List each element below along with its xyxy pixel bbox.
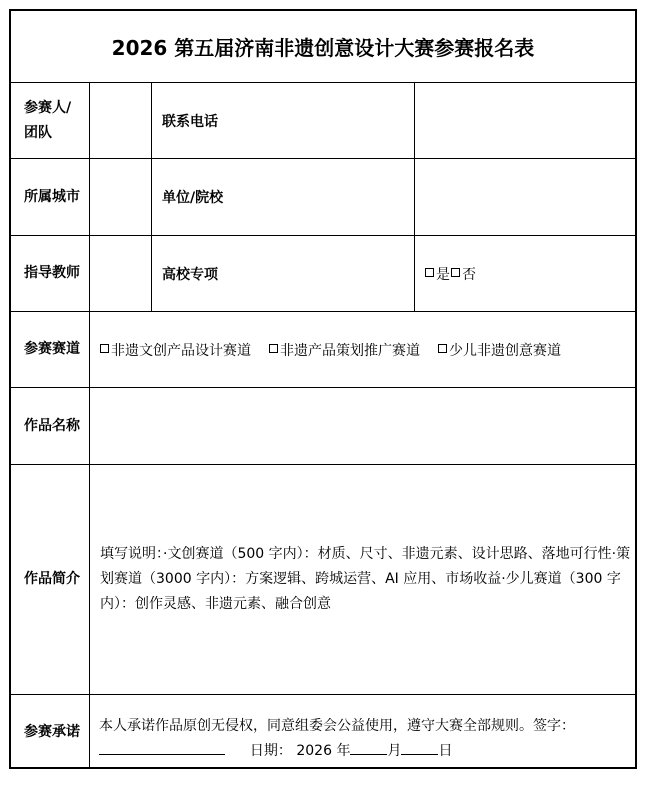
row-intro (11, 465, 635, 695)
row-city (11, 159, 635, 236)
pledge-label: 参赛承诺 (11, 695, 90, 769)
phone-label: 联系电话 (152, 83, 415, 158)
track-craft-label: 非遗文创产品设计赛道 (111, 342, 251, 359)
intro-label: 作品简介 (11, 465, 90, 694)
date-label: 日期： (249, 743, 292, 759)
college-special-options (415, 236, 639, 311)
city-label: 所属城市 (11, 159, 90, 235)
work-name-field[interactable] (90, 388, 639, 464)
school-label: 单位/院校 (152, 159, 415, 235)
college-special-label: 高校专项 (152, 236, 415, 311)
yes-option-label: 是 (436, 266, 450, 283)
city-field[interactable] (90, 159, 152, 235)
participant-field[interactable] (90, 83, 152, 158)
track-label: 参赛赛道 (11, 312, 90, 387)
row-work-name (11, 388, 635, 465)
track-promo-checkbox[interactable] (269, 344, 278, 353)
phone-field[interactable] (415, 83, 639, 158)
no-checkbox[interactable] (451, 268, 460, 277)
month-text: 月 (387, 743, 402, 759)
teacher-field[interactable] (90, 236, 152, 311)
work-name-label: 作品名称 (11, 388, 90, 464)
signature-field[interactable] (99, 740, 225, 755)
month-field[interactable] (350, 740, 387, 755)
intro-field[interactable] (90, 465, 639, 694)
pledge-text: 本人承诺作品原创无侵权，同意组委会公益使用，遵守大赛全部规则。签字： (99, 718, 575, 734)
form-title: 2026 第五届济南非遗创意设计大赛参赛报名表 (11, 11, 635, 83)
yes-checkbox[interactable] (425, 268, 434, 277)
teacher-label: 指导教师 (11, 236, 90, 311)
intro-instructions: 填写说明：·文创赛道（500 字内）：材质、尺寸、非遗元素、设计思路、落地可行性·策划赛道（3000 字内）：方案逻辑、跨城运营、AI 应用、市场收益·少儿赛道（300 字内）：创作灵感、非遗元素、融合创意 (100, 546, 631, 612)
school-field[interactable] (415, 159, 639, 235)
day-field[interactable] (401, 740, 438, 755)
track-craft-checkbox[interactable] (100, 344, 109, 353)
participant-label: 参赛人/团队 (11, 83, 90, 158)
year-text: 2026 年 (296, 743, 351, 759)
signature-date-line (99, 739, 575, 764)
row-participant (11, 83, 635, 159)
row-track (11, 312, 635, 388)
no-option-label: 否 (462, 266, 476, 283)
track-kids-label: 少儿非遗创意赛道 (449, 342, 561, 359)
row-teacher (11, 236, 635, 312)
day-text: 日 (438, 743, 453, 759)
track-kids-checkbox[interactable] (438, 344, 447, 353)
track-options (90, 312, 639, 387)
pledge-content (90, 695, 639, 769)
row-pledge (11, 695, 635, 769)
track-promo-label: 非遗产品策划推广赛道 (280, 342, 420, 359)
registration-form (9, 9, 637, 769)
